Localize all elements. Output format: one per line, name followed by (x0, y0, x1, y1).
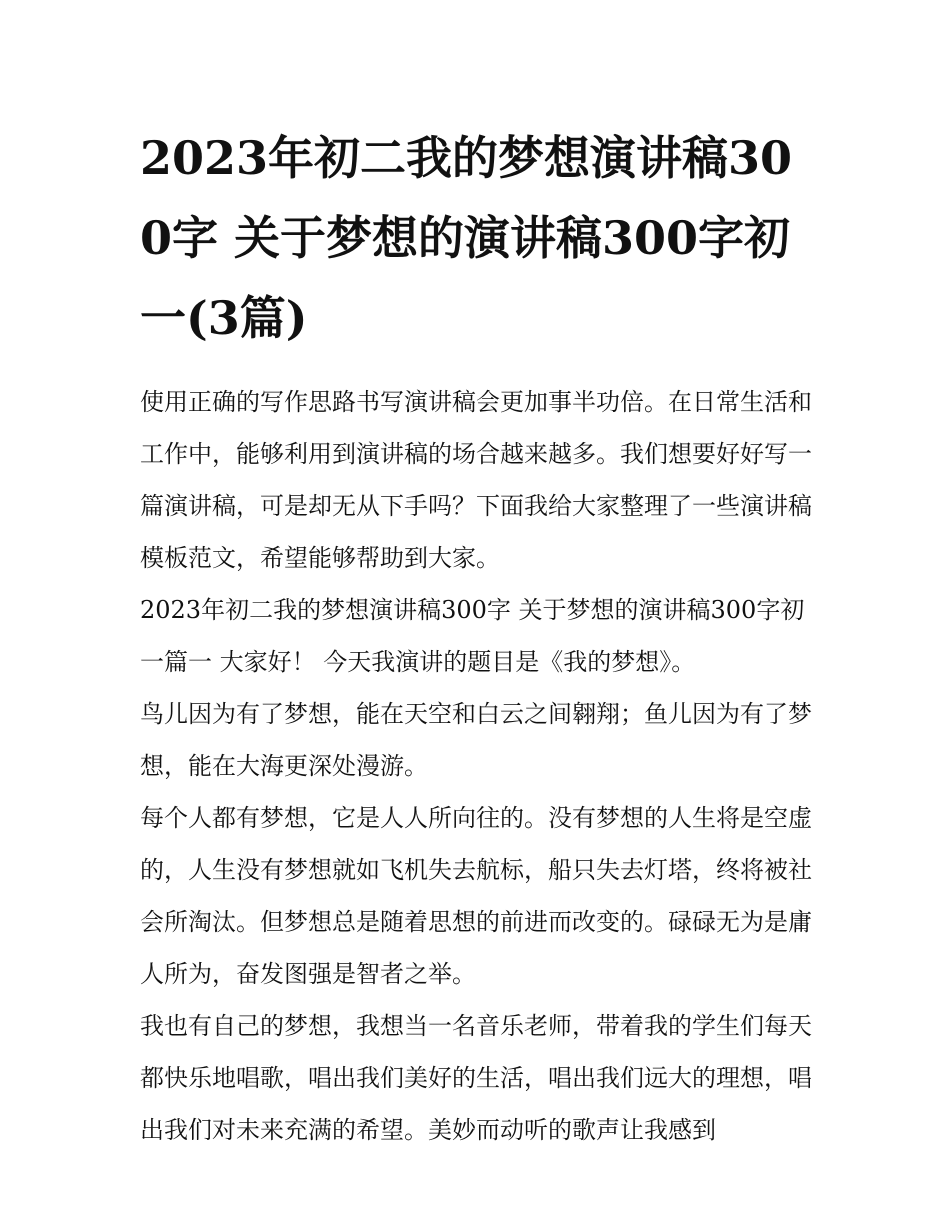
document-page (140, 118, 820, 1156)
body-paragraph: 鸟儿因为有了梦想，能在天空和白云之间翱翔；鱼儿因为有了梦想，能在大海更深处漫游。 (140, 700, 812, 780)
body-paragraph: 每个人都有梦想，它是人人所向往的。没有梦想的人生将是空虚的，人生没有梦想就如飞机失去航标，船只失去灯塔，终将被社会所淘汰。但梦想总是随着思想的前进而改变的。碌碌无为是庸人所为，奋发图强是智者之举。 (140, 804, 812, 988)
section-one-heading-paragraph: 2023年初二我的梦想演讲稿300字 关于梦想的演讲稿300字初一篇一 大家好！ 今天我演讲的题目是《我的梦想》。 (140, 596, 805, 676)
body-paragraph: 我也有自己的梦想，我想当一名音乐老师，带着我的学生们每天都快乐地唱歌，唱出我们美好的生活，唱出我们远大的理想，唱出我们对未来充满的希望。美妙而动听的歌声让我感到 (140, 1012, 812, 1144)
document-title: 2023年初二我的梦想演讲稿300字 关于梦想的演讲稿300字初一(3篇) (140, 131, 793, 345)
intro-paragraph: 使用正确的写作思路书写演讲稿会更加事半功倍。在日常生活和工作中，能够利用到演讲稿的场合越来越多。我们想要好好写一篇演讲稿，可是却无从下手吗？下面我给大家整理了一些演讲稿模板范文，希望能够帮助到大家。 (140, 388, 812, 572)
